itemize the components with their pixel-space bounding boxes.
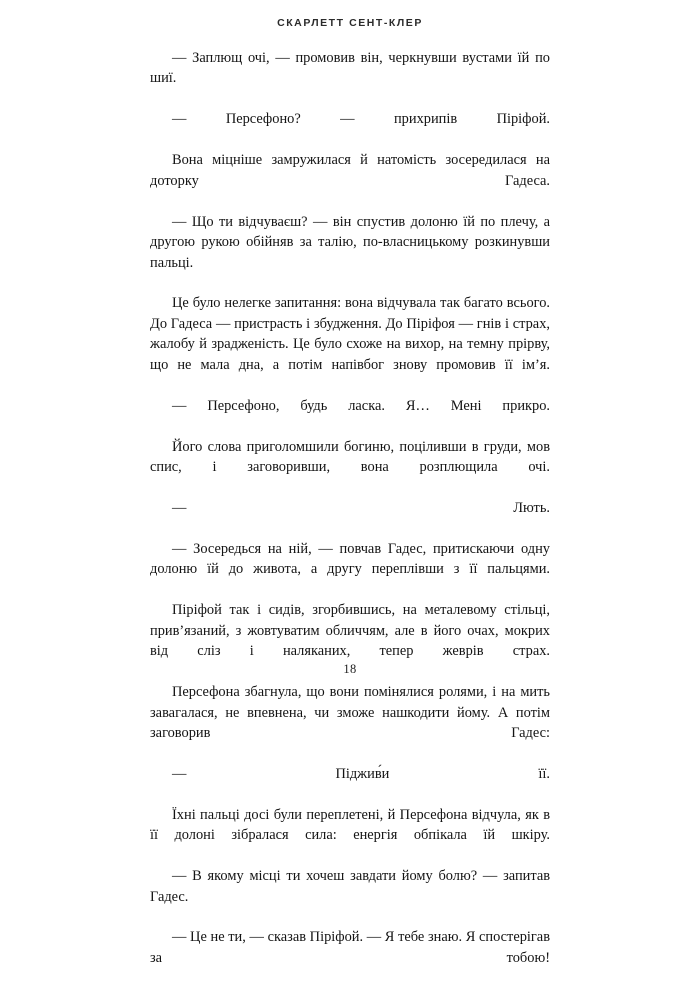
paragraph: Персефона збагнула, що вони помінялися ролями, і на мить завагалася, не впевнена, чи зможе нашкодити йому. А потім заговорив Гадес:	[150, 684, 550, 741]
paragraph: — Це не ти, — сказав Піріфой. — Я тебе знаю. Я спостерігав за тобою!	[150, 929, 550, 966]
paragraph: — Персефоно? — прихрипів Піріфой.	[172, 111, 550, 128]
paragraph: — Персефоно, будь ласка. Я… Мені прикро.	[172, 397, 550, 414]
paragraph: — Що ти відчуваєш? — він спустив долоню їй по плечу, а другою рукою обійняв за талію, по-власницькому розкинувши пальці.	[150, 213, 550, 271]
paragraph: Піріфой так і сидів, згорбившись, на металевому стільці, прив’язаний, з жовтуватим обличчям, але в його очах, мокрих від сліз і наляканих, тепер жеврів страх.	[150, 602, 550, 660]
paragraph: Його слова приголомшили богиню, поціливши в груди, мов спис, і заговоривши, вона розплющила очі.	[150, 438, 550, 476]
paragraph: — Заплющ очі, — промовив він, черкнувши вустами їй по шиї.	[150, 50, 550, 87]
paragraph: Це було нелегке запитання: вона відчувала так багато всього. До Гадеса — пристрасть і збудження. До Піріфоя — гнів і страх, жалобу й зрадженість. Це було схоже на вихор, на темну прірву, що не мала дна, а потім напівбог знову промовив її ім’я.	[150, 295, 550, 373]
paragraph: — Піджив́и її.	[172, 765, 550, 782]
paragraph: — Зосередься на ній, — повчав Гадес, притискаючи одну долоню їй до живота, а другу переплівши з її пальцями.	[150, 540, 550, 578]
paragraph: Їхні пальці досі були переплетені, й Персефона відчула, як в її долоні зібралася сила: енергія обпікала їй шкіру.	[150, 806, 550, 844]
paragraph: — Лють.	[172, 499, 550, 516]
page-number: 18	[343, 662, 357, 676]
running-head: СКАРЛЕТТ СЕНТ-КЛЕР	[277, 17, 423, 29]
body-text	[150, 48, 550, 989]
paragraph: — В якому місці ти хочеш завдати йому болю? — запитав Гадес.	[150, 868, 550, 905]
paragraph: Вона міцніше замружилася й натомість зосередилася на доторку Гадеса.	[150, 152, 550, 189]
